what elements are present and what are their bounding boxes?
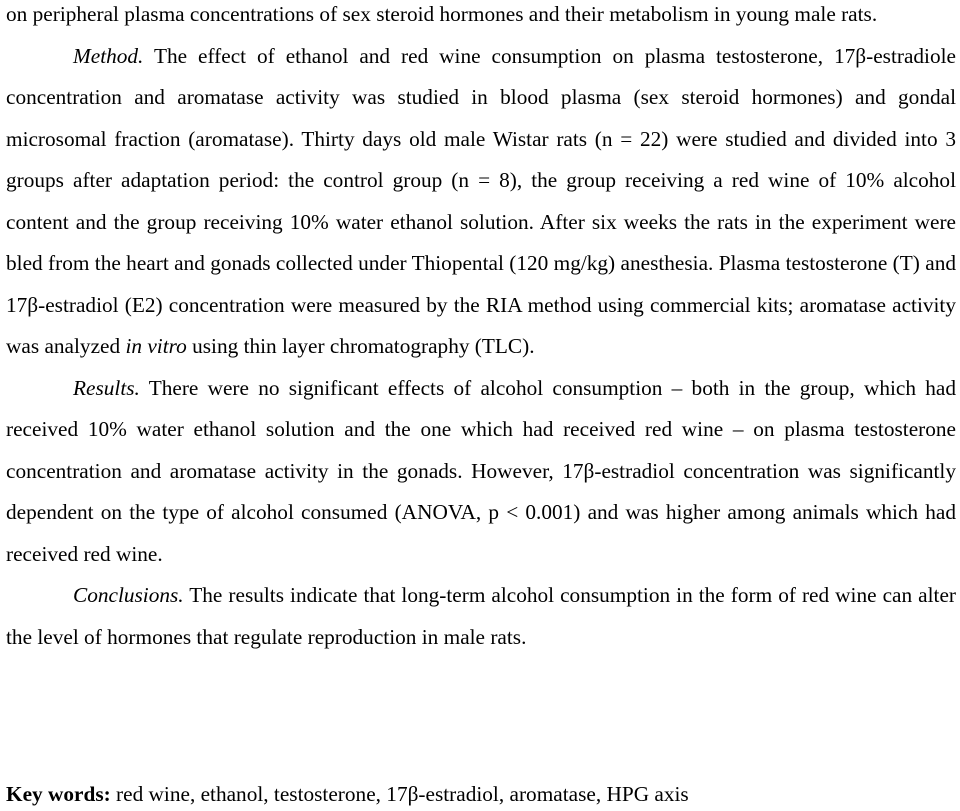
results-paragraph [6, 368, 956, 576]
conclusions-paragraph [6, 575, 956, 658]
method-italic-phrase: in vitro [125, 334, 187, 358]
conclusions-label: Conclusions. [73, 583, 184, 607]
method-paragraph [6, 36, 956, 368]
keywords-line [6, 779, 689, 809]
intro-paragraph [6, 0, 956, 36]
method-text-part2: using thin layer chromatography (TLC). [186, 334, 535, 358]
results-label: Results. [73, 375, 140, 400]
method-text-part1: The effect of ethanol and red wine consumption on plasma testosterone, 17β-estradiole concentration and aromatase activity was studied in blood plasma (sex steroid hormones) and gondal microsomal fraction (aromatase). Thirty days old male Wistar rats (n = 22) were studied and divided into 3 groups after adaptation period: the control group (n = 8), the group receiving a red wine of 10% alcohol content and the group receiving 10% water ethanol solution. After six weeks the rats in the experiment were bled from the heart and gonads collected under Thiopental (120 mg/kg) anesthesia. Plasma testosterone (T) and 17β-estradiol (E2) concentration were measured by the RIA method using commercial kits; aromatase activity was analyzed [6, 43, 956, 358]
abstract-body [6, 0, 956, 664]
keywords-label: Key words: [6, 782, 111, 806]
conclusions-text: The results indicate that long-term alcohol consumption in the form of red wine can alter the level of hormones that regulate reproduction in male rats. [6, 583, 956, 649]
intro-text: on peripheral plasma concentrations of sex steroid hormones and their metabolism in young male rats. [6, 2, 878, 26]
keywords-text: red wine, ethanol, testosterone, 17β-estradiol, aromatase, HPG axis [110, 782, 689, 806]
results-text: There were no significant effects of alcohol consumption – both in the group, which had received 10% water ethanol solution and the one which had received red wine – on plasma testosterone concentration and aromatase activity in the gonads. However, 17β-estradiol concentration was significantly dependent on the type of alcohol consumed (ANOVA, p < 0.001) and was higher among animals which had received red wine. [6, 375, 956, 566]
method-label: Method. [73, 43, 144, 68]
